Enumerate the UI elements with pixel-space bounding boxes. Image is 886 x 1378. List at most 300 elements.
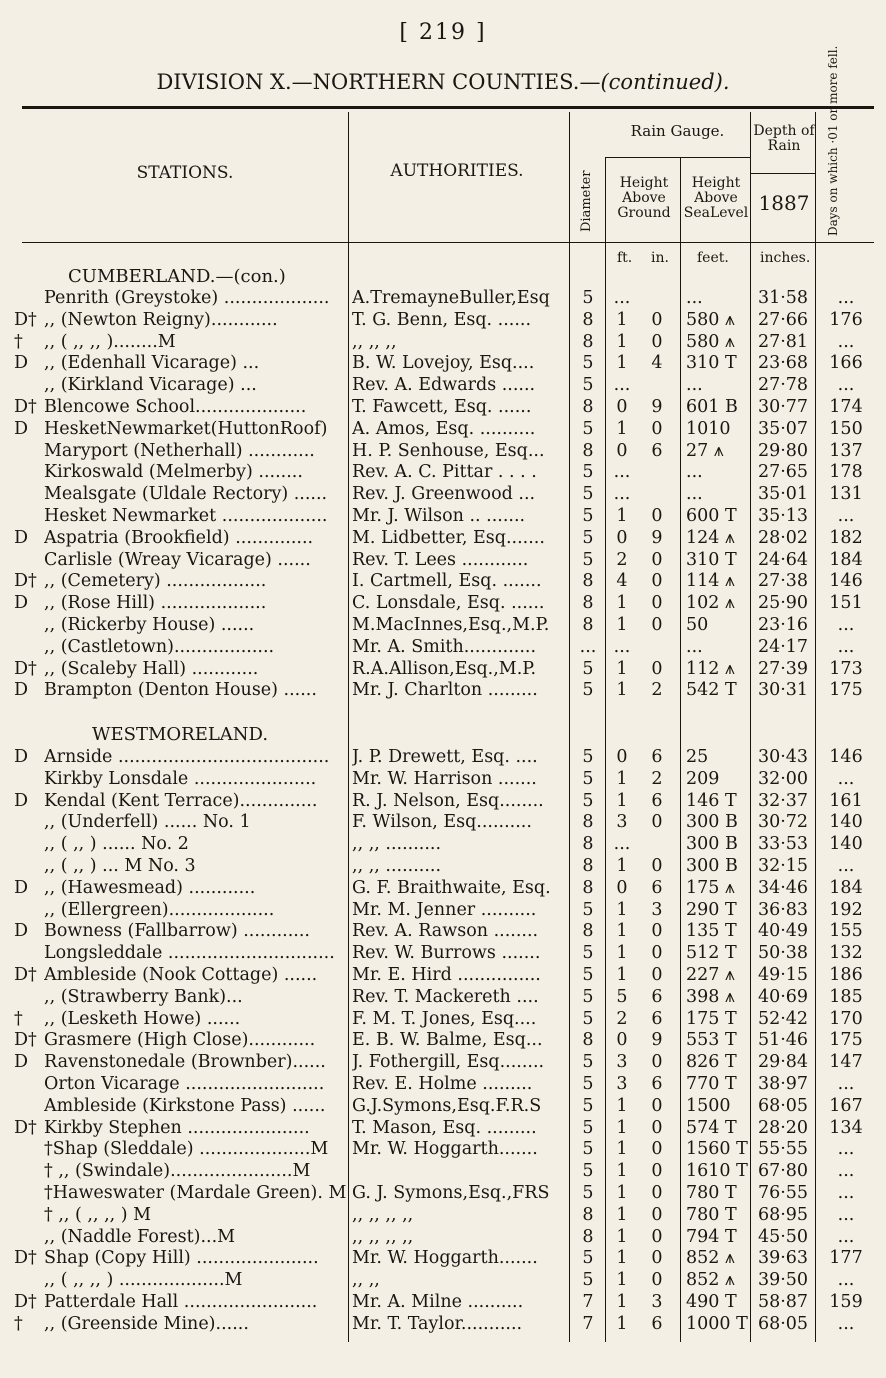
table-row: [0, 1248, 886, 1270]
authority: J. Fothergill, Esq........: [352, 1052, 545, 1073]
rain-depth: 30·31: [757, 680, 809, 701]
rain-depth: 32·37: [757, 790, 809, 811]
station-name: ,, (Hawesmead) ............: [44, 877, 256, 898]
authority: R. J. Nelson, Esq........: [352, 790, 544, 811]
authority: Mr. A. Smith.............: [352, 636, 537, 657]
rain-days: ...: [837, 1313, 855, 1334]
height-ft: 0: [616, 747, 628, 767]
gauge-diameter: 7: [582, 1313, 594, 1334]
rain-depth: 67·80: [757, 1161, 809, 1182]
authority: Rev. A. Rawson ........: [352, 921, 539, 942]
height-ft: 1: [616, 943, 628, 964]
authority: Rev. T. Mackereth ....: [352, 986, 539, 1007]
station-name: Kendal (Kent Terrace)..............: [44, 790, 318, 811]
rain-depth: 40·69: [757, 986, 809, 1007]
height-sea-level: 175 T: [686, 1008, 737, 1029]
table-row: [0, 419, 886, 441]
height-sea-level: 826 T: [686, 1052, 737, 1073]
rain-depth: 27·81: [757, 331, 809, 352]
station-marker: D: [14, 1052, 29, 1073]
station-marker: D: [14, 593, 29, 614]
rain-days: 146: [829, 747, 863, 767]
station-name: Orton Vicarage .........................: [44, 1074, 325, 1094]
height-ft: ...: [613, 484, 631, 505]
gauge-diameter: 5: [582, 353, 594, 374]
height-sea-level: 600 T: [686, 506, 737, 526]
gauge-diameter: 5: [582, 288, 594, 308]
depth-rule: [750, 173, 815, 174]
table-row: [0, 484, 886, 506]
station-marker: D: [14, 747, 29, 767]
rain-depth: 29·84: [757, 1052, 809, 1073]
rain-days: 177: [829, 1248, 863, 1269]
authority: H. P. Senhouse, Esq...: [352, 440, 545, 461]
page-number: [ 219 ]: [399, 20, 487, 45]
gauge-diameter: 5: [582, 899, 594, 920]
rain-days: ...: [837, 1204, 855, 1225]
table-row: [0, 1205, 886, 1227]
table-row: [0, 965, 886, 987]
gauge-diameter: 5: [582, 1248, 594, 1269]
height-ft: 0: [616, 1030, 628, 1051]
rain-days: 186: [829, 965, 863, 985]
height-sea-level: 794 T: [686, 1226, 737, 1247]
height-sea-level: ...: [686, 462, 703, 483]
authority: G. J. Symons,Esq.,FRS: [352, 1183, 550, 1203]
height-in: 0: [651, 658, 663, 679]
gauge-diameter: 8: [582, 331, 594, 352]
height-in: 0: [651, 418, 663, 439]
authority: ,, ,, ..........: [352, 856, 442, 876]
station-name: Aspatria (Brookfield) ..............: [44, 527, 314, 548]
height-ft: 1: [616, 593, 628, 614]
station-name: ,, (Kirkland Vicarage) ...: [44, 375, 257, 396]
rain-days: 155: [829, 921, 863, 942]
height-ft: 1: [616, 899, 628, 920]
height-ft: 1: [616, 856, 628, 876]
height-in: 0: [651, 549, 663, 570]
height-ft: 4: [616, 571, 628, 592]
gauge-diameter: 5: [582, 943, 594, 964]
table-row: [0, 1096, 886, 1118]
rain-depth: 31·58: [757, 288, 809, 308]
title-main: DIVISION X.—NORTHERN COUNTIES.—: [156, 70, 601, 94]
rain-depth: 35·07: [757, 418, 809, 439]
height-sea-level: ...: [686, 288, 703, 308]
height-ft: 1: [616, 680, 628, 701]
height-sea-level: 780 T: [686, 1183, 737, 1203]
rain-days: ...: [837, 636, 855, 657]
gauge-diameter: 5: [582, 1008, 594, 1029]
table-row: [0, 1118, 886, 1140]
height-in: 6: [651, 1313, 663, 1334]
height-in: 0: [651, 1117, 663, 1138]
authority: Rev. A. Edwards ......: [352, 375, 536, 396]
station-marker: D†: [14, 965, 37, 985]
authority: Mr. W. Hoggarth.......: [352, 1248, 538, 1269]
station-name: Grasmere (High Close)............: [44, 1030, 316, 1051]
height-sea-level: 209: [686, 768, 720, 789]
height-in: 9: [651, 527, 663, 548]
height-in: 0: [651, 1095, 663, 1116]
height-sea-level: 300 B: [686, 812, 738, 833]
rain-days: ...: [837, 288, 855, 308]
gauge-diameter: 5: [582, 747, 594, 767]
page-title: [0, 70, 886, 94]
rain-depth: 50·38: [757, 943, 809, 964]
station-name: Hesket Newmarket ...................: [44, 506, 328, 526]
height-ft: 1: [616, 418, 628, 439]
gauge-diameter: 8: [582, 1204, 594, 1225]
station-name: Ambleside (Kirkstone Pass) ......: [44, 1095, 326, 1116]
unit-in: in.: [651, 250, 669, 266]
gauge-diameter: 5: [582, 1074, 594, 1094]
height-in: 3: [651, 899, 663, 920]
height-in: 9: [651, 397, 663, 417]
height-in: 0: [651, 571, 663, 592]
year-header: 1887: [758, 191, 810, 215]
table-row: [0, 1270, 886, 1292]
rain-depth: 76·55: [757, 1183, 809, 1203]
rain-depth: 34·46: [757, 877, 809, 898]
rain-depth: 36·83: [757, 899, 809, 920]
station-name: Kirkoswald (Melmerby) ........: [44, 462, 303, 483]
rain-days: 167: [829, 1095, 863, 1116]
rain-days: 140: [829, 812, 863, 833]
station-name: ,, (Edenhall Vicarage) ...: [44, 353, 260, 374]
station-name: †Shap (Sleddale) ....................M: [44, 1139, 329, 1160]
station-name: ,, (Ellergreen)...................: [44, 899, 275, 920]
table-row: [0, 1227, 886, 1249]
section-westmoreland: WESTMORELAND.: [92, 724, 269, 745]
authority: Mr. E. Hird ...............: [352, 965, 541, 985]
rain-depth: 27·66: [757, 309, 809, 330]
table-row: [0, 528, 886, 550]
height-sea-level: 50: [686, 615, 709, 635]
rain-depth: 32·00: [757, 768, 809, 789]
height-in: 0: [651, 1183, 663, 1203]
height-sea-level: 512 T: [686, 943, 737, 964]
rain-days: 178: [829, 462, 863, 483]
gauge-diameter: 8: [582, 812, 594, 833]
height-ft: ...: [613, 636, 631, 657]
height-ft: 1: [616, 1161, 628, 1182]
height-sea-level: 25: [686, 747, 709, 767]
authority: ,, ,, ,, ,,: [352, 1226, 414, 1247]
station-marker: D†: [14, 1030, 37, 1051]
rain-days: 140: [829, 834, 863, 855]
top-rule: [22, 106, 874, 109]
rain-days: 161: [829, 790, 863, 811]
rain-depth: 49·15: [757, 965, 809, 985]
height-ft: 2: [616, 1008, 628, 1029]
height-sea-level: 1560 T: [686, 1139, 748, 1160]
rain-days: 146: [829, 571, 863, 592]
station-name: Maryport (Netherhall) ............: [44, 440, 315, 461]
height-ft: 1: [616, 615, 628, 635]
table-row: [0, 1052, 886, 1074]
height-sea-level: 490 T: [686, 1292, 737, 1312]
authority: G.J.Symons,Esq.F.R.S: [352, 1095, 542, 1116]
station-marker: D†: [14, 1117, 37, 1138]
table-row: [0, 375, 886, 397]
table-row: [0, 1074, 886, 1096]
station-marker: D†: [14, 397, 37, 417]
height-sea-level: 770 T: [686, 1074, 737, 1094]
rain-days: 166: [829, 353, 863, 374]
rain-depth: 39·63: [757, 1248, 809, 1269]
stations-header: STATIONS.: [136, 163, 234, 183]
rain-days: 131: [829, 484, 863, 505]
table-row: [0, 900, 886, 922]
gauge-diameter: 5: [582, 965, 594, 985]
rain-days: 176: [829, 309, 863, 330]
height-in: 0: [651, 331, 663, 352]
height-sea-level: 135 T: [686, 921, 737, 942]
height-in: 2: [651, 680, 663, 701]
authority: M.MacInnes,Esq.,M.P.: [352, 615, 550, 635]
rain-days: 184: [829, 877, 863, 898]
station-marker: D: [14, 680, 29, 701]
height-in: 0: [651, 1052, 663, 1073]
height-ft: 1: [616, 768, 628, 789]
height-sea-level: ...: [686, 375, 703, 396]
authority: B. W. Lovejoy, Esq....: [352, 353, 535, 374]
station-name: ,, ( ,, ) ...... No. 2: [44, 834, 189, 855]
height-ft: 5: [616, 986, 628, 1007]
days-header: Days on which ·01 or more fell.: [826, 45, 840, 236]
station-marker: D†: [14, 309, 37, 330]
table-row: [0, 397, 886, 419]
station-name: ,, (Naddle Forest)...M: [44, 1226, 236, 1247]
height-ft: 1: [616, 1204, 628, 1225]
rain-days: 150: [829, 418, 863, 439]
height-in: 0: [651, 309, 663, 330]
height-in: 6: [651, 877, 663, 898]
rain-days: 185: [829, 986, 863, 1007]
rain-days: 137: [829, 440, 863, 461]
table-row: [0, 1030, 886, 1052]
gauge-diameter: 5: [582, 658, 594, 679]
height-ft: 0: [616, 877, 628, 898]
authority: F. M. T. Jones, Esq....: [352, 1008, 537, 1029]
height-ft: 1: [616, 658, 628, 679]
height-ft: 1: [616, 331, 628, 352]
table-row: [0, 878, 886, 900]
gauge-diameter: 8: [582, 1030, 594, 1051]
station-marker: D: [14, 527, 29, 548]
height-in: 0: [651, 921, 663, 942]
rain-depth: 27·78: [757, 375, 809, 396]
rain-days: 173: [829, 658, 863, 679]
table-row: [0, 506, 886, 528]
table-row: [0, 310, 886, 332]
height-ft: ...: [613, 375, 631, 396]
table-row: [0, 747, 886, 769]
station-name: Arnside ......................................: [44, 747, 330, 767]
rain-depth: 27·65: [757, 462, 809, 483]
height-in: 0: [651, 1226, 663, 1247]
authority: M. Lidbetter, Esq.......: [352, 527, 545, 548]
gauge-diameter: 8: [582, 571, 594, 592]
table-row: [0, 1009, 886, 1031]
gauge-diameter: 8: [582, 877, 594, 898]
gauge-diameter: 5: [582, 680, 594, 701]
rain-days: ...: [837, 375, 855, 396]
station-name: Ambleside (Nook Cottage) ......: [44, 965, 318, 985]
gauge-diameter: 5: [582, 1270, 594, 1291]
height-in: 4: [651, 353, 663, 374]
height-sea-level: 27 ⩚: [686, 440, 724, 461]
header-rule: [22, 242, 874, 243]
authority: Mr. J. Wilson .. .......: [352, 506, 526, 526]
height-in: 0: [651, 1248, 663, 1269]
rain-days: ...: [837, 1139, 855, 1160]
height-in: 6: [651, 440, 663, 461]
authority: ,, ,, ..........: [352, 834, 442, 855]
rain-depth: 58·87: [757, 1292, 809, 1312]
station-name: ,, (Strawberry Bank)...: [44, 986, 243, 1007]
station-marker: †: [14, 1313, 23, 1334]
rain-depth: 39·50: [757, 1270, 809, 1291]
height-ft: 0: [616, 527, 628, 548]
gauge-diameter: 5: [582, 549, 594, 570]
height-sea-level: 112 ⩚: [686, 658, 735, 679]
gauge-diameter: 7: [582, 1292, 594, 1312]
rain-depth: 24·64: [757, 549, 809, 570]
rain-days: 159: [829, 1292, 863, 1312]
rain-depth: 23·68: [757, 353, 809, 374]
height-sea-level: 227 ⩚: [686, 965, 735, 985]
rain-days: 147: [829, 1052, 863, 1073]
rain-days: 192: [829, 899, 863, 920]
station-name: Brampton (Denton House) ......: [44, 680, 317, 701]
table-row: [0, 1161, 886, 1183]
station-marker: D†: [14, 1248, 37, 1269]
rain-depth: 55·55: [757, 1139, 809, 1160]
gauge-diameter: 8: [582, 1226, 594, 1247]
gauge-diameter: 8: [582, 593, 594, 614]
height-sea-level: 852 ⩚: [686, 1248, 735, 1269]
height-ft: 1: [616, 1313, 628, 1334]
height-in: 3: [651, 1292, 663, 1312]
height-sea-level: 310 T: [686, 353, 737, 374]
rain-days: ...: [837, 1161, 855, 1182]
height-in: 0: [651, 856, 663, 876]
unit-feet: feet.: [697, 250, 729, 266]
height-in: 6: [651, 1074, 663, 1094]
station-marker: D†: [14, 658, 37, 679]
rain-depth: 28·02: [757, 527, 809, 548]
station-marker: D†: [14, 571, 37, 592]
height-ft: 1: [616, 353, 628, 374]
station-name: Shap (Copy Hill) ......................: [44, 1248, 319, 1269]
rain-depth: 24·17: [757, 636, 809, 657]
station-marker: †: [14, 331, 23, 352]
table-row: [0, 659, 886, 681]
height-in: 0: [651, 812, 663, 833]
title-continued: (continued).: [600, 70, 730, 94]
station-name: Bowness (Fallbarrow) ............: [44, 921, 310, 942]
height-ft: ...: [613, 834, 631, 855]
rain-days: 184: [829, 549, 863, 570]
height-sea-level: 102 ⩚: [686, 593, 735, 614]
station-name: Longsleddale ..............................: [44, 943, 335, 964]
station-name: Carlisle (Wreay Vicarage) ......: [44, 549, 311, 570]
station-name: ,, (Underfell) ...... No. 1: [44, 812, 251, 833]
station-name: ,, (Newton Reigny)............: [44, 309, 278, 330]
rain-depth: 40·49: [757, 921, 809, 942]
authority: Mr. J. Charlton .........: [352, 680, 538, 701]
rain-days: 170: [829, 1008, 863, 1029]
height-ft: 1: [616, 790, 628, 811]
station-marker: †: [14, 1008, 23, 1029]
station-marker: D: [14, 353, 29, 374]
height-sea-level: 580 ⩚: [686, 309, 735, 330]
height-in: 0: [651, 1139, 663, 1160]
rain-days: 174: [829, 397, 863, 417]
station-name: †Haweswater (Mardale Green). M: [44, 1183, 347, 1203]
rain-depth: 29·80: [757, 440, 809, 461]
gauge-diameter: 5: [582, 1117, 594, 1138]
authority: T. Mason, Esq. .........: [352, 1117, 537, 1138]
height-ft: 1: [616, 1248, 628, 1269]
height-ft: 1: [616, 1117, 628, 1138]
height-sea-level: 780 T: [686, 1204, 737, 1225]
height-in: 6: [651, 790, 663, 811]
table-row: [0, 812, 886, 834]
rain-days: 182: [829, 527, 863, 548]
table-row: [0, 441, 886, 463]
authority: ,, ,, ,,: [352, 331, 397, 352]
height-in: 6: [651, 986, 663, 1007]
gauge-diameter: 8: [582, 834, 594, 855]
gauge-diameter: 5: [582, 506, 594, 526]
height-sea-level: 114 ⩚: [686, 571, 735, 592]
table-row: [0, 1139, 886, 1161]
height-sea-header: Height Above SeaLevel: [683, 175, 749, 221]
authority: T. Fawcett, Esq. ......: [352, 397, 532, 417]
height-ft: 1: [616, 309, 628, 330]
station-name: Ravenstonedale (Brownber)......: [44, 1052, 326, 1073]
table-row: [0, 680, 886, 702]
height-in: 0: [651, 615, 663, 635]
height-in: 6: [651, 747, 663, 767]
rain-depth: 30·43: [757, 747, 809, 767]
rain-depth: 32·15: [757, 856, 809, 876]
station-name: † ,, (Swindale)......................M: [44, 1161, 311, 1182]
height-ft: 0: [616, 440, 628, 461]
authority: E. B. W. Balme, Esq...: [352, 1030, 543, 1051]
height-sea-level: ...: [686, 636, 703, 657]
height-ft: 1: [616, 1270, 628, 1291]
station-name: ,, ( ,, ,, ) ...................M: [44, 1270, 243, 1291]
gauge-diameter: 5: [582, 790, 594, 811]
rain-days: 151: [829, 593, 863, 614]
height-sea-level: 300 B: [686, 834, 738, 855]
table-row: [0, 943, 886, 965]
authority: Rev. E. Holme .........: [352, 1074, 533, 1094]
rain-depth: 33·53: [757, 834, 809, 855]
gauge-diameter: 5: [582, 375, 594, 396]
height-in: 0: [651, 943, 663, 964]
height-ft: 1: [616, 1226, 628, 1247]
station-name: ,, (Rose Hill) ...................: [44, 593, 267, 614]
station-marker: D: [14, 790, 29, 811]
depth-header: Depth of Rain: [753, 123, 815, 154]
height-sea-level: 1000 T: [686, 1313, 748, 1334]
rain-depth: 25·90: [757, 593, 809, 614]
